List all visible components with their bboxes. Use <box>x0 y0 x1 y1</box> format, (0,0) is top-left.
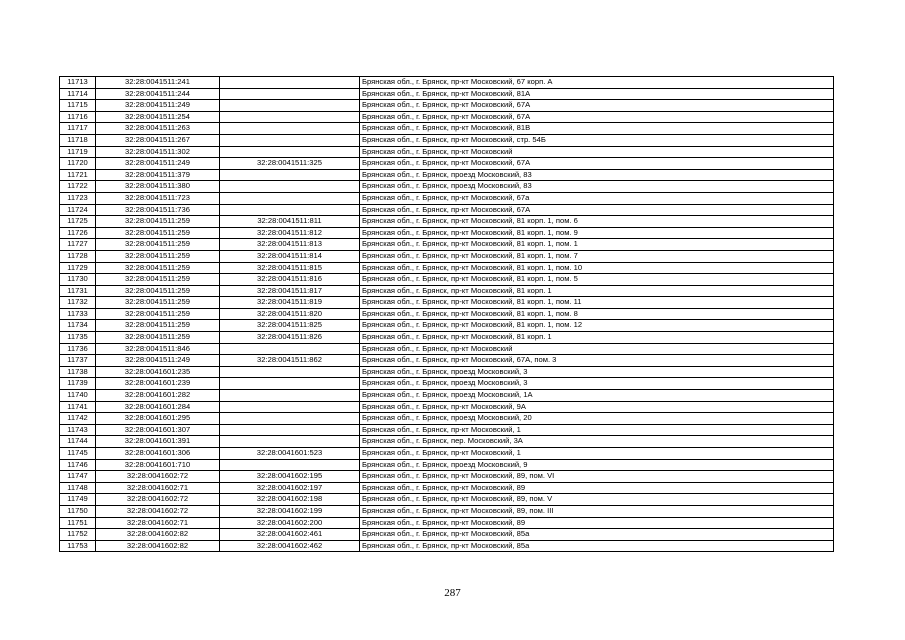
cadastral-number-cell: 32:28:0041601:710 <box>96 459 220 471</box>
cadastral-number-cell: 32:28:0041601:235 <box>96 366 220 378</box>
row-number-cell: 11751 <box>60 517 96 529</box>
address-cell: Брянская обл., г. Брянск, проезд Московский, 1А <box>360 390 834 402</box>
cadastral-number-cell: 32:28:0041602:82 <box>96 529 220 541</box>
related-cadastral-number-cell <box>220 111 360 123</box>
table-row <box>60 181 834 193</box>
address-cell: Брянская обл., г. Брянск, пр-кт Московский <box>360 343 834 355</box>
address-cell: Брянская обл., г. Брянск, пр-кт Московский, 1 <box>360 424 834 436</box>
table-row <box>60 285 834 297</box>
table-row <box>60 134 834 146</box>
table-row <box>60 424 834 436</box>
row-number-cell: 11725 <box>60 216 96 228</box>
cadastral-number-cell: 32:28:0041511:254 <box>96 111 220 123</box>
address-cell: Брянская обл., г. Брянск, проезд Московский, 3 <box>360 366 834 378</box>
cadastral-number-cell: 32:28:0041601:295 <box>96 413 220 425</box>
address-cell: Брянская обл., г. Брянск, пр-кт Московский, 67А, пом. 3 <box>360 355 834 367</box>
related-cadastral-number-cell: 32:28:0041511:862 <box>220 355 360 367</box>
address-cell: Брянская обл., г. Брянск, пр-кт Московский, 81 корп. 1 <box>360 285 834 297</box>
related-cadastral-number-cell: 32:28:0041511:826 <box>220 332 360 344</box>
related-cadastral-number-cell <box>220 378 360 390</box>
row-number-cell: 11736 <box>60 343 96 355</box>
address-cell: Брянская обл., г. Брянск, пр-кт Московский, 67А <box>360 204 834 216</box>
related-cadastral-number-cell: 32:28:0041602:461 <box>220 529 360 541</box>
related-cadastral-number-cell <box>220 366 360 378</box>
address-cell: Брянская обл., г. Брянск, пр-кт Московский, 67А <box>360 100 834 112</box>
table-row <box>60 192 834 204</box>
property-registry-table <box>59 76 834 552</box>
address-cell: Брянская обл., г. Брянск, пр-кт Московский, 81 корп. 1, пом. 6 <box>360 216 834 228</box>
related-cadastral-number-cell: 32:28:0041601:523 <box>220 448 360 460</box>
table-row <box>60 448 834 460</box>
cadastral-number-cell: 32:28:0041511:259 <box>96 274 220 286</box>
related-cadastral-number-cell: 32:28:0041511:814 <box>220 250 360 262</box>
related-cadastral-number-cell: 32:28:0041602:200 <box>220 517 360 529</box>
address-cell: Брянская обл., г. Брянск, пр-кт Московский, 81 корп. 1, пом. 8 <box>360 308 834 320</box>
table-row <box>60 482 834 494</box>
cadastral-number-cell: 32:28:0041511:723 <box>96 192 220 204</box>
address-cell: Брянская обл., г. Брянск, пр-кт Московский, 67 корп. А <box>360 77 834 89</box>
cadastral-number-cell: 32:28:0041601:239 <box>96 378 220 390</box>
row-number-cell: 11731 <box>60 285 96 297</box>
cadastral-number-cell: 32:28:0041511:259 <box>96 262 220 274</box>
row-number-cell: 11740 <box>60 390 96 402</box>
cadastral-number-cell: 32:28:0041511:736 <box>96 204 220 216</box>
row-number-cell: 11749 <box>60 494 96 506</box>
cadastral-number-cell: 32:28:0041601:307 <box>96 424 220 436</box>
related-cadastral-number-cell: 32:28:0041511:813 <box>220 239 360 251</box>
cadastral-number-cell: 32:28:0041511:259 <box>96 250 220 262</box>
table-row <box>60 459 834 471</box>
table-row <box>60 111 834 123</box>
related-cadastral-number-cell: 32:28:0041511:817 <box>220 285 360 297</box>
address-cell: Брянская обл., г. Брянск, пр-кт Московский, 85а <box>360 540 834 552</box>
related-cadastral-number-cell: 32:28:0041602:198 <box>220 494 360 506</box>
row-number-cell: 11721 <box>60 169 96 181</box>
related-cadastral-number-cell <box>220 77 360 89</box>
related-cadastral-number-cell: 32:28:0041602:462 <box>220 540 360 552</box>
cadastral-number-cell: 32:28:0041602:71 <box>96 517 220 529</box>
table-row <box>60 308 834 320</box>
address-cell: Брянская обл., г. Брянск, пр-кт Московский, стр. 54Б <box>360 134 834 146</box>
table-row <box>60 343 834 355</box>
address-cell: Брянская обл., г. Брянск, пр-кт Московский, 1 <box>360 448 834 460</box>
cadastral-number-cell: 32:28:0041511:249 <box>96 100 220 112</box>
related-cadastral-number-cell <box>220 192 360 204</box>
cadastral-number-cell: 32:28:0041511:302 <box>96 146 220 158</box>
table-row <box>60 158 834 170</box>
cadastral-number-cell: 32:28:0041511:259 <box>96 285 220 297</box>
cadastral-number-cell: 32:28:0041511:259 <box>96 297 220 309</box>
related-cadastral-number-cell <box>220 181 360 193</box>
table-row <box>60 216 834 228</box>
cadastral-number-cell: 32:28:0041511:259 <box>96 332 220 344</box>
table-row <box>60 355 834 367</box>
cadastral-number-cell: 32:28:0041511:244 <box>96 88 220 100</box>
related-cadastral-number-cell: 32:28:0041511:325 <box>220 158 360 170</box>
address-cell: Брянская обл., г. Брянск, пр-кт Московский, 9А <box>360 401 834 413</box>
table-row <box>60 471 834 483</box>
row-number-cell: 11714 <box>60 88 96 100</box>
cadastral-number-cell: 32:28:0041601:391 <box>96 436 220 448</box>
cadastral-number-cell: 32:28:0041511:846 <box>96 343 220 355</box>
row-number-cell: 11722 <box>60 181 96 193</box>
address-cell: Брянская обл., г. Брянск, пр-кт Московский, 67а <box>360 192 834 204</box>
row-number-cell: 11716 <box>60 111 96 123</box>
cadastral-number-cell: 32:28:0041602:72 <box>96 505 220 517</box>
row-number-cell: 11713 <box>60 77 96 89</box>
address-cell: Брянская обл., г. Брянск, пр-кт Московский, 81 корп. 1 <box>360 332 834 344</box>
row-number-cell: 11735 <box>60 332 96 344</box>
row-number-cell: 11730 <box>60 274 96 286</box>
row-number-cell: 11727 <box>60 239 96 251</box>
address-cell: Брянская обл., г. Брянск, пр-кт Московский, 89 <box>360 482 834 494</box>
address-cell: Брянская обл., г. Брянск, пр-кт Московский, 81 корп. 1, пом. 11 <box>360 297 834 309</box>
row-number-cell: 11720 <box>60 158 96 170</box>
row-number-cell: 11728 <box>60 250 96 262</box>
row-number-cell: 11742 <box>60 413 96 425</box>
table-row <box>60 390 834 402</box>
row-number-cell: 11734 <box>60 320 96 332</box>
row-number-cell: 11723 <box>60 192 96 204</box>
table-row <box>60 366 834 378</box>
address-cell: Брянская обл., г. Брянск, пр-кт Московский, 81 корп. 1, пом. 12 <box>360 320 834 332</box>
row-number-cell: 11729 <box>60 262 96 274</box>
row-number-cell: 11746 <box>60 459 96 471</box>
row-number-cell: 11753 <box>60 540 96 552</box>
page-number: 287 <box>444 587 461 599</box>
related-cadastral-number-cell <box>220 413 360 425</box>
address-cell: Брянская обл., г. Брянск, пр-кт Московский <box>360 146 834 158</box>
table-row <box>60 436 834 448</box>
row-number-cell: 11752 <box>60 529 96 541</box>
table-row <box>60 250 834 262</box>
cadastral-number-cell: 32:28:0041601:306 <box>96 448 220 460</box>
address-cell: Брянская обл., г. Брянск, пр-кт Московский, 67А <box>360 158 834 170</box>
address-cell: Брянская обл., г. Брянск, пр-кт Московский, 89, пом. V <box>360 494 834 506</box>
related-cadastral-number-cell <box>220 390 360 402</box>
table-row <box>60 88 834 100</box>
row-number-cell: 11717 <box>60 123 96 135</box>
row-number-cell: 11750 <box>60 505 96 517</box>
address-cell: Брянская обл., г. Брянск, пр-кт Московский, 81В <box>360 123 834 135</box>
row-number-cell: 11733 <box>60 308 96 320</box>
address-cell: Брянская обл., г. Брянск, проезд Московский, 83 <box>360 169 834 181</box>
cadastral-number-cell: 32:28:0041511:259 <box>96 227 220 239</box>
related-cadastral-number-cell <box>220 123 360 135</box>
address-cell: Брянская обл., г. Брянск, пр-кт Московский, 85а <box>360 529 834 541</box>
related-cadastral-number-cell: 32:28:0041511:815 <box>220 262 360 274</box>
row-number-cell: 11739 <box>60 378 96 390</box>
address-cell: Брянская обл., г. Брянск, пер. Московский, 3А <box>360 436 834 448</box>
cadastral-number-cell: 32:28:0041511:263 <box>96 123 220 135</box>
cadastral-number-cell: 32:28:0041511:259 <box>96 239 220 251</box>
related-cadastral-number-cell: 32:28:0041511:819 <box>220 297 360 309</box>
table-row <box>60 320 834 332</box>
table-row <box>60 169 834 181</box>
table-row <box>60 239 834 251</box>
table-row <box>60 505 834 517</box>
cadastral-number-cell: 32:28:0041511:267 <box>96 134 220 146</box>
address-cell: Брянская обл., г. Брянск, пр-кт Московский, 81А <box>360 88 834 100</box>
cadastral-number-cell: 32:28:0041511:241 <box>96 77 220 89</box>
cadastral-number-cell: 32:28:0041602:71 <box>96 482 220 494</box>
related-cadastral-number-cell: 32:28:0041511:811 <box>220 216 360 228</box>
cadastral-number-cell: 32:28:0041511:379 <box>96 169 220 181</box>
row-number-cell: 11738 <box>60 366 96 378</box>
table-row <box>60 401 834 413</box>
row-number-cell: 11737 <box>60 355 96 367</box>
cadastral-number-cell: 32:28:0041511:259 <box>96 216 220 228</box>
row-number-cell: 11724 <box>60 204 96 216</box>
cadastral-number-cell: 32:28:0041511:380 <box>96 181 220 193</box>
related-cadastral-number-cell <box>220 100 360 112</box>
table-row <box>60 274 834 286</box>
related-cadastral-number-cell: 32:28:0041511:825 <box>220 320 360 332</box>
related-cadastral-number-cell: 32:28:0041511:812 <box>220 227 360 239</box>
table-row <box>60 517 834 529</box>
cadastral-number-cell: 32:28:0041601:282 <box>96 390 220 402</box>
related-cadastral-number-cell <box>220 424 360 436</box>
address-cell: Брянская обл., г. Брянск, пр-кт Московский, 67А <box>360 111 834 123</box>
table-row <box>60 123 834 135</box>
row-number-cell: 11743 <box>60 424 96 436</box>
table-row <box>60 204 834 216</box>
related-cadastral-number-cell <box>220 88 360 100</box>
table-row <box>60 146 834 158</box>
cadastral-number-cell: 32:28:0041511:259 <box>96 320 220 332</box>
address-cell: Брянская обл., г. Брянск, пр-кт Московский, 81 корп. 1, пом. 1 <box>360 239 834 251</box>
address-cell: Брянская обл., г. Брянск, пр-кт Московский, 81 корп. 1, пом. 7 <box>360 250 834 262</box>
table-row <box>60 332 834 344</box>
row-number-cell: 11718 <box>60 134 96 146</box>
related-cadastral-number-cell: 32:28:0041511:816 <box>220 274 360 286</box>
related-cadastral-number-cell <box>220 343 360 355</box>
table-row <box>60 262 834 274</box>
cadastral-number-cell: 32:28:0041602:82 <box>96 540 220 552</box>
cadastral-number-cell: 32:28:0041511:249 <box>96 158 220 170</box>
row-number-cell: 11726 <box>60 227 96 239</box>
related-cadastral-number-cell <box>220 204 360 216</box>
cadastral-number-cell: 32:28:0041602:72 <box>96 471 220 483</box>
table-body <box>60 77 834 552</box>
related-cadastral-number-cell <box>220 401 360 413</box>
related-cadastral-number-cell: 32:28:0041602:195 <box>220 471 360 483</box>
table-row <box>60 378 834 390</box>
cadastral-number-cell: 32:28:0041511:249 <box>96 355 220 367</box>
address-cell: Брянская обл., г. Брянск, пр-кт Московский, 89, пом. VI <box>360 471 834 483</box>
related-cadastral-number-cell: 32:28:0041511:820 <box>220 308 360 320</box>
row-number-cell: 11748 <box>60 482 96 494</box>
table-row <box>60 413 834 425</box>
cadastral-number-cell: 32:28:0041602:72 <box>96 494 220 506</box>
row-number-cell: 11744 <box>60 436 96 448</box>
cadastral-number-cell: 32:28:0041511:259 <box>96 308 220 320</box>
address-cell: Брянская обл., г. Брянск, пр-кт Московский, 89 <box>360 517 834 529</box>
table-row <box>60 529 834 541</box>
address-cell: Брянская обл., г. Брянск, пр-кт Московский, 81 корп. 1, пом. 9 <box>360 227 834 239</box>
address-cell: Брянская обл., г. Брянск, пр-кт Московский, 89, пом. III <box>360 505 834 517</box>
table-row <box>60 100 834 112</box>
related-cadastral-number-cell <box>220 459 360 471</box>
row-number-cell: 11715 <box>60 100 96 112</box>
row-number-cell: 11745 <box>60 448 96 460</box>
related-cadastral-number-cell: 32:28:0041602:197 <box>220 482 360 494</box>
related-cadastral-number-cell <box>220 146 360 158</box>
address-cell: Брянская обл., г. Брянск, пр-кт Московский, 81 корп. 1, пом. 10 <box>360 262 834 274</box>
related-cadastral-number-cell <box>220 436 360 448</box>
table-row <box>60 227 834 239</box>
address-cell: Брянская обл., г. Брянск, проезд Московский, 9 <box>360 459 834 471</box>
row-number-cell: 11732 <box>60 297 96 309</box>
table-row <box>60 540 834 552</box>
address-cell: Брянская обл., г. Брянск, проезд Московский, 20 <box>360 413 834 425</box>
table-row <box>60 494 834 506</box>
row-number-cell: 11719 <box>60 146 96 158</box>
address-cell: Брянская обл., г. Брянск, пр-кт Московский, 81 корп. 1, пом. 5 <box>360 274 834 286</box>
table-row <box>60 297 834 309</box>
address-cell: Брянская обл., г. Брянск, проезд Московский, 83 <box>360 181 834 193</box>
cadastral-number-cell: 32:28:0041601:284 <box>96 401 220 413</box>
related-cadastral-number-cell <box>220 169 360 181</box>
address-cell: Брянская обл., г. Брянск, проезд Московский, 3 <box>360 378 834 390</box>
row-number-cell: 11741 <box>60 401 96 413</box>
related-cadastral-number-cell: 32:28:0041602:199 <box>220 505 360 517</box>
related-cadastral-number-cell <box>220 134 360 146</box>
table-row <box>60 77 834 89</box>
row-number-cell: 11747 <box>60 471 96 483</box>
